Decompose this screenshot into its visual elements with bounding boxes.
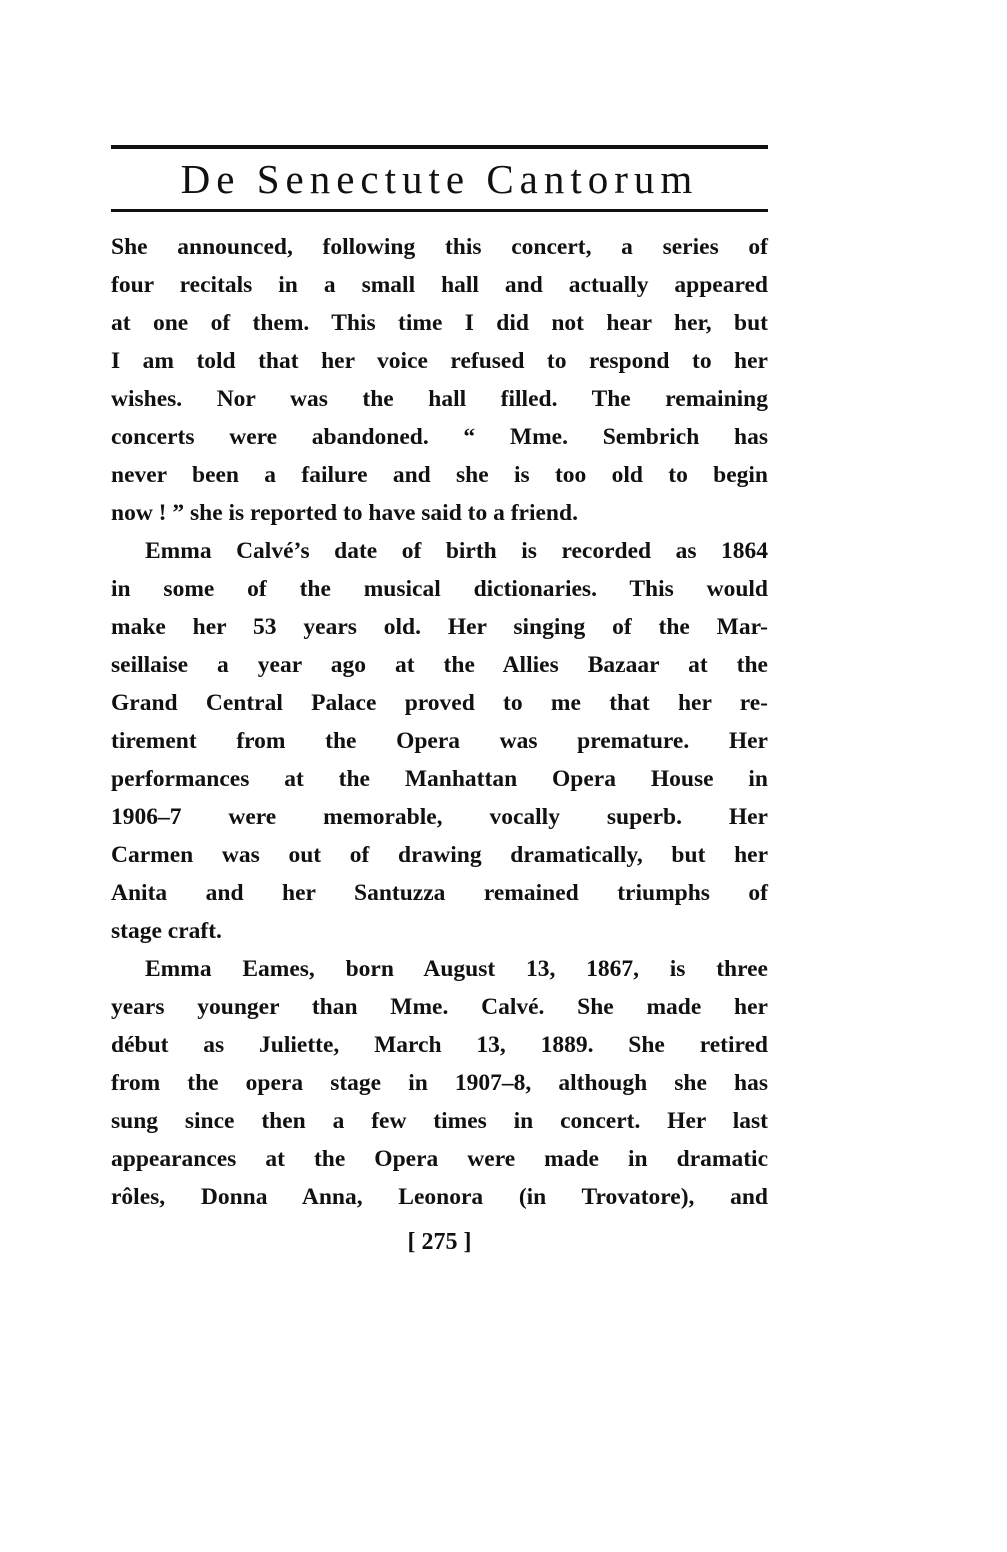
text-line: Grand Central Palace proved to me that her re- [111, 690, 768, 716]
text-line: début as Juliette, March 13, 1889. She retired [111, 1032, 768, 1058]
text-line: 1906–7 were memorable, vocally superb. Her [111, 804, 768, 830]
text-line: four recitals in a small hall and actually appeared [111, 272, 768, 298]
text-line: She announced, following this concert, a series of [111, 234, 768, 260]
running-head: De Senectute Cantorum [180, 156, 699, 202]
header-rule-bottom [111, 209, 768, 212]
text-line: tirement from the Opera was premature. Her [111, 728, 768, 754]
text-line: appearances at the Opera were made in dramatic [111, 1146, 768, 1172]
text-line: I am told that her voice refused to respond to her [111, 348, 768, 374]
text-line: at one of them. This time I did not hear her, but [111, 310, 768, 336]
text-line: now ! ” she is reported to have said to a friend. [111, 500, 578, 526]
text-line: in some of the musical dictionaries. This would [111, 576, 768, 602]
text-line: from the opera stage in 1907–8, although she has [111, 1070, 768, 1096]
text-line: sung since then a few times in concert. Her last [111, 1108, 768, 1134]
paragraph-2 [111, 532, 768, 950]
text-line: concerts were abandoned. “ Mme. Sembrich has [111, 424, 768, 450]
text-line: make her 53 years old. Her singing of the Mar- [111, 614, 768, 640]
text-line: rôles, Donna Anna, Leonora (in Trovatore), and [111, 1184, 768, 1210]
text-line: years younger than Mme. Calvé. She made her [111, 994, 768, 1020]
page-number: [ 275 ] [407, 1229, 472, 1255]
text-line: Emma Calvé’s date of birth is recorded as 1864 [145, 538, 768, 564]
text-line: never been a failure and she is too old to begin [111, 462, 768, 488]
text-line: performances at the Manhattan Opera House in [111, 766, 768, 792]
text-line: Anita and her Santuzza remained triumphs of [111, 880, 768, 906]
text-line: Emma Eames, born August 13, 1867, is three [145, 956, 768, 982]
paragraph-1 [111, 228, 768, 532]
text-line: wishes. Nor was the hall filled. The remaining [111, 386, 768, 412]
text-line: Carmen was out of drawing dramatically, but her [111, 842, 768, 868]
body-text [111, 228, 768, 1216]
paragraph-3 [111, 950, 768, 1216]
text-line: stage craft. [111, 918, 222, 944]
text-line: seillaise a year ago at the Allies Bazaar at the [111, 652, 768, 678]
header-rule-top [111, 145, 768, 149]
